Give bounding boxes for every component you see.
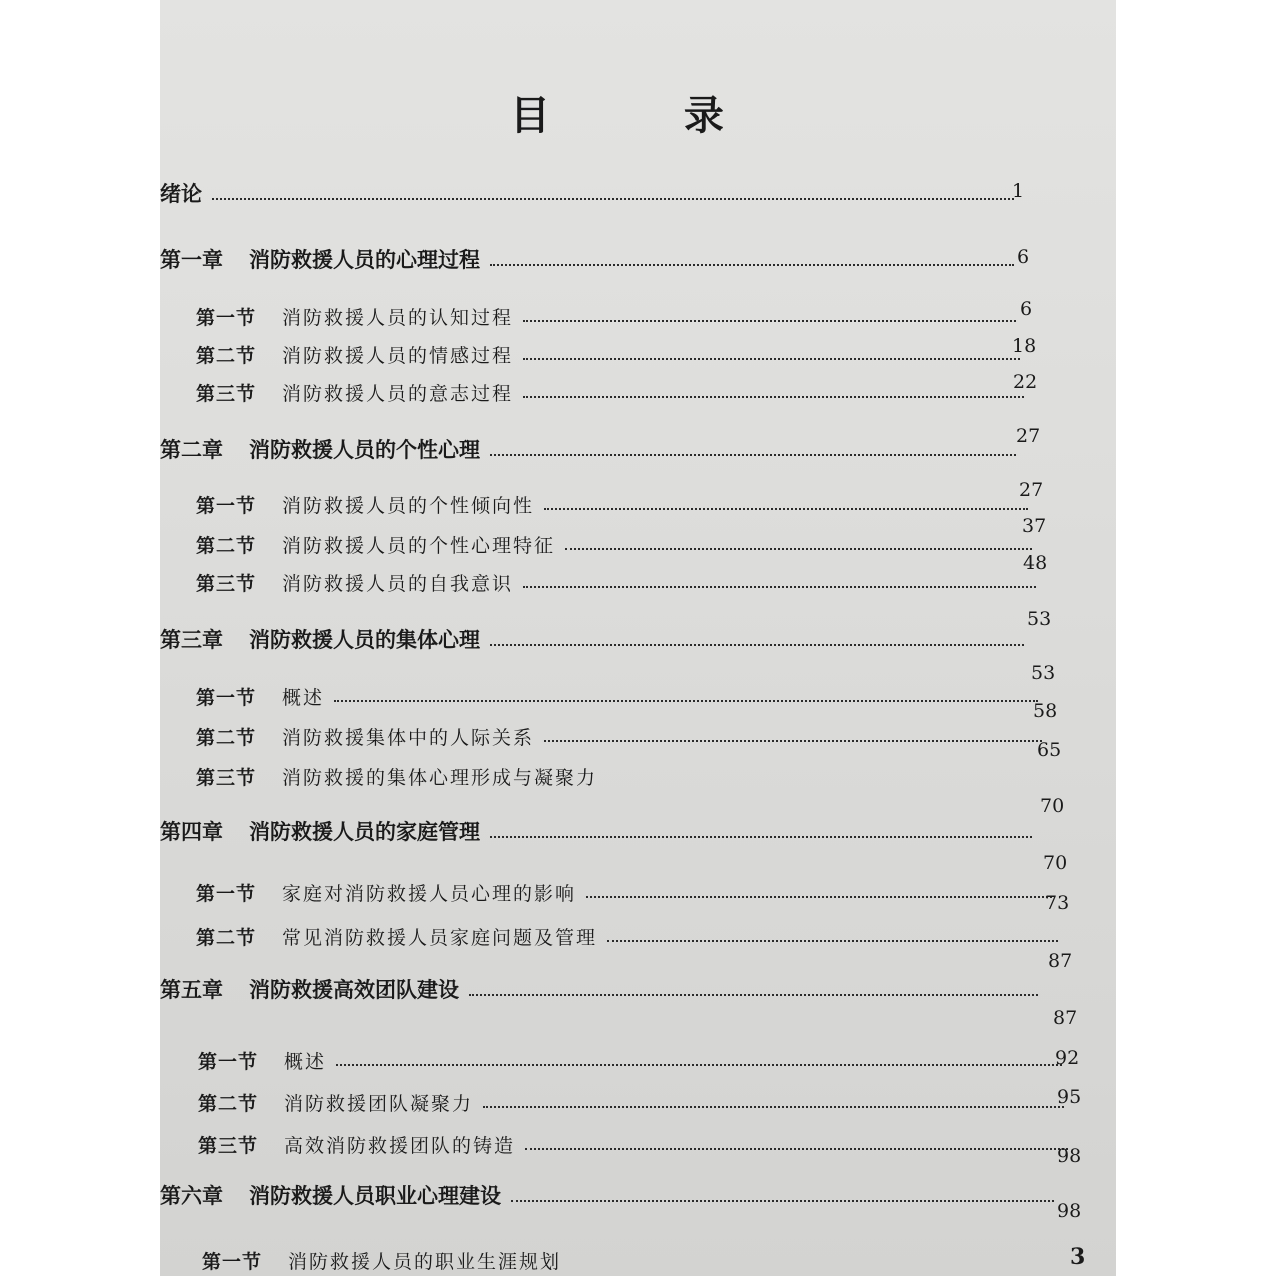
toc-chapter-6 xyxy=(160,1176,1060,1210)
leader-dots xyxy=(586,896,1052,898)
chapter-2-page: 27 xyxy=(1016,425,1041,447)
book-page xyxy=(160,0,1116,1276)
toc-section-2-1 xyxy=(196,484,1034,518)
section-number: 第一节 xyxy=(196,495,257,517)
toc-section-1-3 xyxy=(196,372,1030,406)
chapter-6-page: 98 xyxy=(1057,1145,1082,1167)
section-number: 第三节 xyxy=(196,383,257,405)
section-page: 53 xyxy=(1031,662,1056,684)
chapter-3-number: 第三章 xyxy=(160,628,223,652)
toc-section-1-1 xyxy=(196,296,1022,330)
leader-dots xyxy=(525,1148,1068,1150)
toc-chapter-4 xyxy=(160,812,1038,846)
toc-section-5-1 xyxy=(198,1040,1068,1074)
chapter-4-page: 70 xyxy=(1040,795,1065,817)
section-title: 消防救援人员的自我意识 xyxy=(282,573,514,595)
chapter-6-number: 第六章 xyxy=(160,1184,223,1208)
toc-chapter-2 xyxy=(160,430,1022,464)
toc-chapter-3 xyxy=(160,620,1030,654)
section-page: 92 xyxy=(1055,1047,1080,1069)
leader-dots xyxy=(490,644,1024,646)
chapter-4-number: 第四章 xyxy=(160,820,223,844)
toc-section-3-3 xyxy=(196,756,1052,790)
section-title: 家庭对消防救援人员心理的影响 xyxy=(282,883,577,905)
leader-dots xyxy=(469,994,1038,996)
chapter-3-title: 消防救援人员的集体心理 xyxy=(249,628,480,652)
section-number: 第三节 xyxy=(196,767,257,789)
chapter-1-page: 6 xyxy=(1017,246,1030,268)
leader-dots xyxy=(212,198,1014,200)
chapter-3-page: 53 xyxy=(1027,608,1052,630)
toc-section-1-2 xyxy=(196,334,1026,368)
toc-section-5-2 xyxy=(198,1082,1070,1116)
chapter-1-title: 消防救援人员的心理过程 xyxy=(249,248,480,272)
chapter-6-page-repeat: 98 xyxy=(1057,1200,1082,1222)
section-title: 概述 xyxy=(282,687,325,709)
section-title: 消防救援人员的意志过程 xyxy=(282,383,514,405)
leader-dots xyxy=(523,358,1020,360)
leader-dots xyxy=(483,1106,1064,1108)
section-page: 22 xyxy=(1013,371,1038,393)
chapter-6-title: 消防救援人员职业心理建设 xyxy=(249,1184,501,1208)
leader-dots xyxy=(544,508,1028,510)
section-page: 87 xyxy=(1053,1007,1078,1029)
section-title: 消防救援人员的职业生涯规划 xyxy=(288,1251,562,1273)
leader-dots xyxy=(523,320,1016,322)
leader-dots xyxy=(523,586,1036,588)
section-number: 第一节 xyxy=(196,307,257,329)
toc-section-2-2 xyxy=(196,524,1038,558)
leader-dots xyxy=(607,940,1058,942)
leader-dots xyxy=(490,264,1014,266)
leader-dots xyxy=(490,836,1032,838)
chapter-2-title: 消防救援人员的个性心理 xyxy=(249,438,480,462)
chapter-5-page: 87 xyxy=(1048,950,1073,972)
toc-section-3-1 xyxy=(196,676,1044,710)
section-page: 27 xyxy=(1019,479,1044,501)
page-title: 目 录 xyxy=(510,93,784,139)
section-title: 消防救援人员的个性倾向性 xyxy=(282,495,535,517)
leader-dots xyxy=(523,396,1024,398)
section-title: 消防救援的集体心理形成与凝聚力 xyxy=(282,767,598,789)
chapter-1-number: 第一章 xyxy=(160,248,223,272)
section-page: 95 xyxy=(1057,1086,1082,1108)
section-number: 第二节 xyxy=(196,345,257,367)
toc-section-5-3 xyxy=(198,1124,1074,1158)
section-title: 消防救援人员的认知过程 xyxy=(282,307,514,329)
section-number: 第一节 xyxy=(196,883,257,905)
section-number: 第三节 xyxy=(196,573,257,595)
page-number: 3 xyxy=(1070,1244,1086,1270)
section-number: 第二节 xyxy=(196,535,257,557)
toc-intro xyxy=(160,174,1020,208)
section-page: 48 xyxy=(1023,552,1048,574)
toc-chapter-1 xyxy=(160,240,1020,274)
section-page: 73 xyxy=(1045,892,1070,914)
section-number: 第三节 xyxy=(198,1135,259,1157)
section-title: 消防救援集体中的人际关系 xyxy=(282,727,535,749)
section-title: 概述 xyxy=(284,1051,327,1073)
section-page: 6 xyxy=(1020,298,1033,320)
chapter-2-number: 第二章 xyxy=(160,438,223,462)
section-number: 第二节 xyxy=(198,1093,259,1115)
section-title: 消防救援团队凝聚力 xyxy=(284,1093,474,1115)
section-page: 37 xyxy=(1022,515,1047,537)
section-title: 消防救援人员的个性心理特征 xyxy=(282,535,556,557)
section-page: 65 xyxy=(1037,739,1062,761)
section-number: 第一节 xyxy=(202,1251,263,1273)
section-page: 18 xyxy=(1012,335,1037,357)
section-number: 第二节 xyxy=(196,927,257,949)
leader-dots xyxy=(511,1200,1054,1202)
leader-dots xyxy=(544,740,1042,742)
toc-chapter-5 xyxy=(160,970,1044,1004)
leader-dots xyxy=(334,700,1038,702)
chapter-5-number: 第五章 xyxy=(160,978,223,1002)
toc-intro-page: 1 xyxy=(1012,180,1025,202)
section-number: 第一节 xyxy=(196,687,257,709)
toc-section-6-1 xyxy=(202,1240,1082,1274)
section-title: 消防救援人员的情感过程 xyxy=(282,345,514,367)
section-title: 常见消防救援人员家庭问题及管理 xyxy=(282,927,598,949)
toc-section-2-3 xyxy=(196,562,1042,596)
section-number: 第一节 xyxy=(198,1051,259,1073)
section-page: 58 xyxy=(1033,700,1058,722)
section-title: 高效消防救援团队的铸造 xyxy=(284,1135,516,1157)
toc-section-4-1 xyxy=(196,872,1058,906)
toc-section-3-2 xyxy=(196,716,1048,750)
toc-intro-label: 绪论 xyxy=(160,182,202,206)
toc-section-4-2 xyxy=(196,916,1064,950)
leader-dots xyxy=(336,1064,1062,1066)
chapter-5-title: 消防救援高效团队建设 xyxy=(249,978,459,1002)
section-page: 70 xyxy=(1043,852,1068,874)
section-number: 第二节 xyxy=(196,727,257,749)
leader-dots xyxy=(565,548,1032,550)
chapter-4-title: 消防救援人员的家庭管理 xyxy=(249,820,480,844)
leader-dots xyxy=(490,454,1016,456)
